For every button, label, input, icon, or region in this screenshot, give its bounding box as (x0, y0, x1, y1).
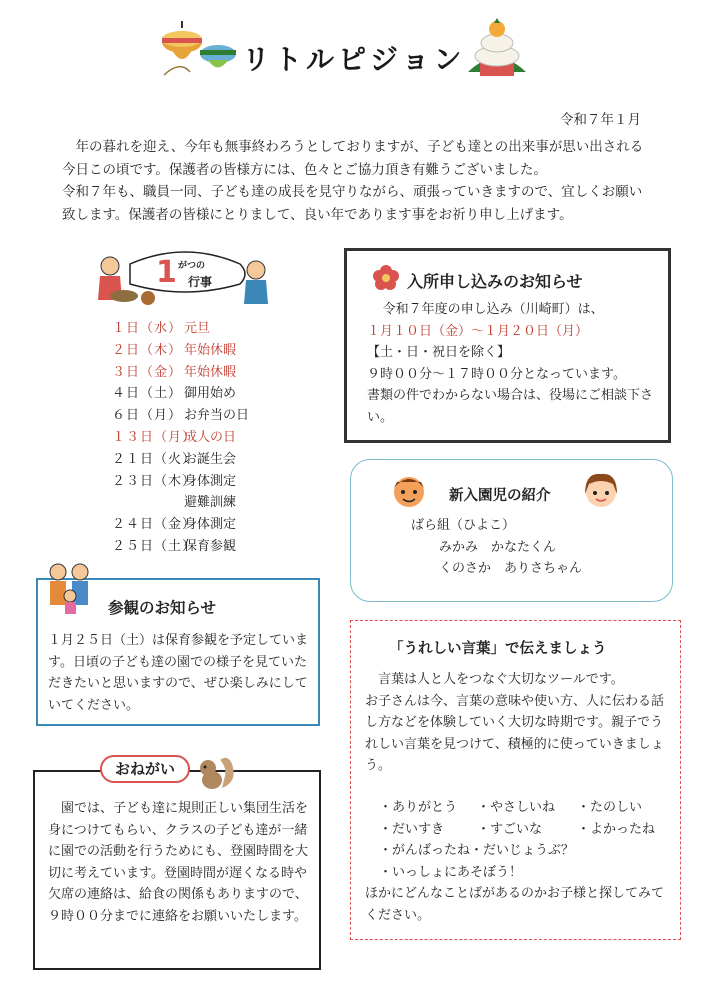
events-banner-month: 1 (156, 255, 177, 290)
event-row (112, 318, 249, 340)
admission-period: １月１０日（金）～１月２０日（月） (367, 323, 589, 339)
event-list (112, 318, 249, 558)
event-date: ４日（土） (112, 386, 183, 402)
list-item: ・たのしい (577, 800, 643, 815)
event-date: １日（水） (112, 321, 183, 336)
request-box (33, 770, 321, 970)
kagami-mochi-illustration (462, 14, 532, 86)
events-banner-suffix: がつの (178, 261, 206, 271)
event-row (112, 427, 249, 449)
kind-words-line: 言葉は人と人をつなぐ大切なツールです。 (378, 672, 624, 687)
event-date: １３日（月） (112, 429, 197, 445)
child-name: みかみ かなたくん (439, 539, 557, 555)
event-date: ２日（木） (112, 342, 183, 358)
kind-words-line: お子さんは今、言葉の意味や使い方、人に伝わる話し方などを体験していく大切な時期です。親子でうれしい言葉を見つけて、積極的に使っていきましょう。 (365, 693, 665, 773)
event-row (112, 449, 249, 471)
list-row (379, 840, 655, 862)
list-item: ・ありがとう (379, 800, 458, 815)
admission-line: 書類の件でわからない場合は、役場にご相談下さい。 (367, 388, 654, 425)
family-illustration (40, 560, 104, 620)
event-name: 年始休暇 (184, 364, 237, 380)
new-children-title: 新入園児の紹介 (449, 488, 551, 504)
event-name: 御用始め (184, 386, 237, 402)
squirrel-icon (192, 752, 240, 796)
list-item: ・だいすき (379, 821, 445, 837)
admission-line: ９時００分～１７時００分となっています。 (367, 366, 626, 382)
event-name: 年始休暇 (184, 342, 237, 358)
list-row (379, 862, 655, 884)
intro-paragraph-1: 年の暮れを迎え、今年も無事終わろうとしておりますが、子ども達との出来事が思い出される今日この頃です。保護者の皆様方には、色々とご協力頂き有難うございました。 (62, 139, 644, 178)
event-name: お誕生会 (184, 451, 237, 467)
event-date: ２４日（金） (112, 517, 197, 533)
event-name: 成人の日 (184, 429, 237, 445)
admission-body (367, 299, 667, 428)
intro-paragraph-2: 令和７年も、職員一同、子ども達の成長を見守りながら、頑張っていきますので、宜しくお願い致します。保護者の皆様にとりまして、良い年であります事をお祈り申し上げます。 (62, 184, 643, 223)
page-title: リトルピジョン (242, 43, 466, 76)
event-date: ２１日（火） (112, 451, 197, 467)
kind-words-title: 「うれしい言葉」で伝えましょう (389, 641, 607, 657)
list-row (379, 797, 655, 819)
kind-words-tail: ほかにどんなことばがあるのかお子様と探してみてください。 (365, 886, 665, 923)
event-row (112, 383, 249, 405)
intro-text (62, 136, 644, 226)
list-row (379, 819, 655, 841)
new-children-body (411, 515, 582, 580)
visit-title: 参観のお知らせ (108, 599, 217, 617)
boy-face-icon (385, 470, 433, 514)
camellia-flower-icon (371, 263, 401, 297)
event-row (112, 340, 249, 362)
event-row (112, 514, 249, 536)
event-date: ２５日（土） (112, 538, 197, 554)
child-name: くのさか ありさちゃん (439, 561, 583, 576)
kind-words-box (350, 620, 681, 940)
list-item: ・よかったね (577, 821, 656, 837)
event-name: 避難訓練 (184, 495, 237, 511)
event-name: 保育参観 (184, 538, 237, 554)
list-item: ・やさしいね (477, 800, 556, 815)
event-name: 身体測定 (184, 517, 237, 533)
list-item: ・すごいな (477, 821, 543, 837)
event-row (112, 405, 249, 427)
kind-words-list (379, 797, 655, 883)
events-banner-label: 行事 (188, 275, 213, 289)
request-badge: おねがい (100, 755, 190, 783)
admission-line: 令和７年度の申し込み（川崎町）は、 (382, 302, 604, 317)
monthly-events-banner (90, 244, 280, 314)
event-name: 身体測定 (184, 473, 237, 489)
list-item: ・がんばったね・だいじょうぶ？ (379, 843, 575, 858)
issue-date: 令和７年１月 (560, 112, 641, 128)
admission-title: 入所申し込みのお知らせ (407, 272, 583, 291)
class-name: ばら組（ひよこ） (411, 518, 516, 533)
event-row (112, 471, 249, 493)
new-children-box (350, 459, 673, 602)
event-row (112, 492, 249, 514)
event-date: ６日（月） (112, 408, 183, 424)
list-item: ・いっしょにあそぼう！ (379, 864, 523, 880)
event-name: 元旦 (184, 321, 211, 336)
event-row (112, 536, 249, 558)
kind-words-body (365, 669, 675, 777)
admission-notice-box (344, 248, 671, 443)
spinning-top-illustration (160, 20, 240, 84)
event-date: ３日（金） (112, 364, 183, 380)
admission-line: 【土・日・祝日を除く】 (367, 345, 511, 360)
request-body: 園では、子ども達に規則正しい集団生活を身につけてもらい、クラスの子ども達が一緒に園での活動を行うためにも、登園時間を大切に考えています。登園時間が遅くなる時や欠席の連絡は、給食の関係もありますので、９時００分までに連絡をお願いいたします。 (48, 801, 309, 924)
girl-face-icon (577, 468, 625, 516)
event-row (112, 362, 249, 384)
event-date: ２３日（木） (112, 473, 197, 489)
event-name: お弁当の日 (184, 408, 250, 424)
visit-body: １月２５日（土）は保育参観を予定しています。日頃の子ども達の園での様子を見ていただきたいと思いますので、ぜひ楽しみにしていてください。 (48, 633, 309, 713)
